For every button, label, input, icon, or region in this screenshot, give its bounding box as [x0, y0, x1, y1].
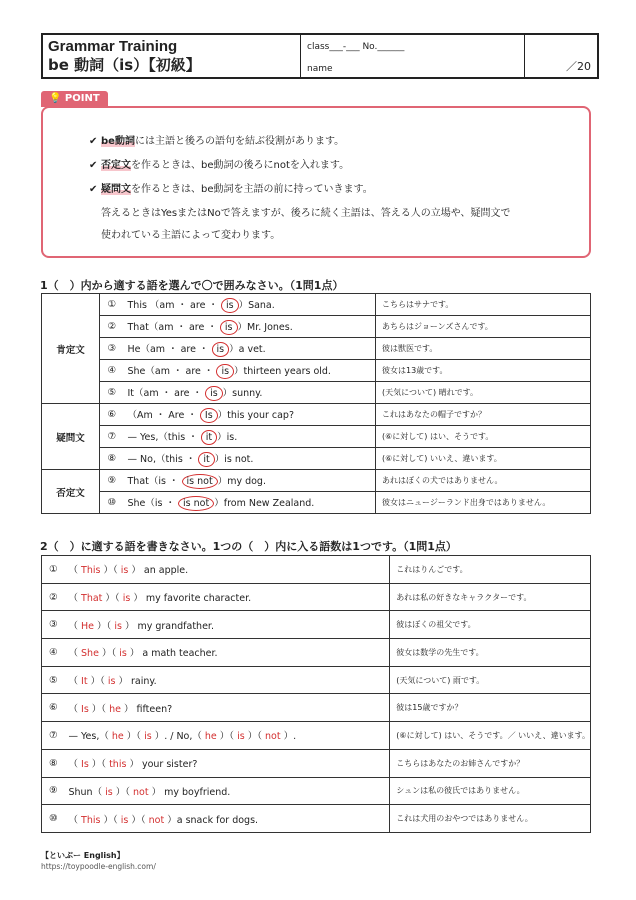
question-text: （ Is ）（ this ） your sister?	[64, 749, 389, 777]
japanese-translation: 彼女は数学の先生です。	[390, 639, 591, 667]
written-answer: This	[78, 565, 104, 577]
table-row	[42, 611, 591, 639]
table-row	[42, 426, 591, 448]
circled-answer: it	[198, 452, 214, 467]
question-suffix: ）from New Zealand.	[214, 497, 315, 509]
question-text: （ Is ）（ he ） fifteen?	[64, 694, 389, 722]
table-row	[42, 722, 591, 750]
question-prefix: （Am ・ Are ・	[127, 409, 197, 421]
category-label: 疑問文	[42, 404, 100, 470]
footer	[41, 850, 156, 872]
written-answer: This	[78, 814, 104, 826]
circled-answer: is	[220, 320, 238, 335]
question-suffix: ）is.	[217, 431, 238, 443]
point-keyword: be動詞	[101, 136, 135, 147]
question-number: ④	[100, 360, 124, 382]
question-number: ⑥	[42, 694, 65, 722]
point-keyword: 疑問文	[101, 184, 131, 195]
question-prefix: — No,（this ・	[127, 453, 196, 465]
written-answer: It	[78, 676, 91, 688]
written-answer: he	[108, 731, 127, 743]
japanese-translation: 彼女はニュージーランド出身ではありません。	[376, 492, 591, 514]
question-suffix: ）is not.	[214, 453, 254, 465]
circled-answer: is	[205, 386, 223, 401]
title-box	[43, 35, 301, 77]
japanese-translation: (⑥に対して) はい、そうです。	[376, 426, 591, 448]
question-number: ⑩	[100, 492, 124, 514]
written-answer: is	[104, 676, 119, 688]
score-box	[525, 35, 597, 77]
written-answer: is	[234, 731, 248, 743]
question-text	[124, 492, 376, 514]
point-text: には主語と後ろの語句を結ぶ役割があります。	[134, 136, 345, 147]
table-row	[42, 666, 591, 694]
question-prefix: — Yes,（this ・	[127, 431, 198, 443]
question-number: ⑥	[100, 404, 124, 426]
written-answer: is	[141, 731, 155, 743]
question-suffix: ）sunny.	[222, 387, 263, 399]
question-suffix: ）Mr. Jones.	[237, 321, 293, 333]
question-prefix: She（is ・	[127, 497, 176, 509]
japanese-translation: これはあなたの帽子ですか？	[376, 404, 591, 426]
question-text	[124, 448, 376, 470]
check-icon: ✔	[89, 184, 98, 195]
written-answer: is	[117, 565, 132, 577]
japanese-translation: (天気について) 雨です。	[390, 666, 591, 694]
point-line-2	[89, 156, 349, 171]
question-number: ④	[42, 639, 65, 667]
table-row	[42, 448, 591, 470]
japanese-translation: こちらはあなたのお姉さんですか？	[390, 749, 591, 777]
question-number: ①	[42, 556, 65, 584]
table-row	[42, 338, 591, 360]
point-line-3	[89, 180, 373, 195]
point-line-1	[89, 132, 344, 147]
japanese-translation: あちらはジョーンズさんです。	[376, 316, 591, 338]
question-text	[124, 404, 376, 426]
question-text	[124, 382, 376, 404]
question-number: ③	[100, 338, 124, 360]
japanese-translation: 彼女は13歳です。	[376, 360, 591, 382]
question-number: ⑦	[100, 426, 124, 448]
japanese-translation: あれはぼくの犬ではありません。	[376, 470, 591, 492]
section1-title: 1（ ）内から適する語を選んで〇で囲みなさい。（1問1点）	[40, 279, 344, 292]
table-row	[42, 316, 591, 338]
japanese-translation: あれは私の好きなキャラクターです。	[390, 583, 591, 611]
question-number: ①	[100, 294, 124, 316]
point-box	[41, 106, 591, 258]
circled-answer: it	[201, 430, 217, 445]
table-row	[42, 694, 591, 722]
question-text: （ This ）（ is ）（ not ）a snack for dogs.	[64, 805, 389, 833]
written-answer: is	[102, 786, 116, 798]
japanese-translation: こちらはサナです。	[376, 294, 591, 316]
score-total: ／20	[566, 60, 591, 73]
japanese-translation: (天気について) 晴れです。	[376, 382, 591, 404]
written-answer: is	[117, 814, 132, 826]
question-number: ⑩	[42, 805, 65, 833]
point-tab: 💡 POINT	[41, 91, 108, 107]
written-answer: is	[116, 648, 130, 660]
written-answer: is	[111, 620, 125, 632]
written-answer: this	[106, 759, 130, 771]
written-answer: He	[78, 620, 98, 632]
question-text: — Yes,（ he ）（ is ）. / No,（ he ）（ is ）（ not ）.	[64, 722, 389, 750]
check-icon: ✔	[89, 160, 98, 171]
table-row	[42, 639, 591, 667]
question-text: （ It ）（ is ） rainy.	[64, 666, 389, 694]
point-note-1: 答えるときはYesまたはNoで答えますが、後ろに続く主語は、答える人の立場や、疑問文で	[101, 208, 511, 219]
question-text	[124, 470, 376, 492]
japanese-translation: シュンは私の彼氏ではありません。	[390, 777, 591, 805]
circled-answer: Is	[200, 408, 218, 423]
title-line1: Grammar Training	[48, 38, 178, 55]
written-answer: he	[201, 731, 220, 743]
table-row	[42, 805, 591, 833]
question-text: （ She ）（ is ） a math teacher.	[64, 639, 389, 667]
class-name-box	[301, 35, 525, 77]
written-answer: Is	[78, 703, 92, 715]
table-row	[42, 556, 591, 584]
written-answer: That	[78, 593, 106, 605]
question-text: （ That ）（ is ） my favorite character.	[64, 583, 389, 611]
question-number: ⑧	[42, 749, 65, 777]
question-prefix: That（am ・ are ・	[127, 321, 217, 333]
question-text: Shun（ is ）（ not ） my boyfriend.	[64, 777, 389, 805]
question-prefix: This （am ・ are ・	[127, 299, 218, 311]
question-suffix: ）my dog.	[217, 475, 266, 487]
question-text	[124, 294, 376, 316]
table-row	[42, 470, 591, 492]
section2-table	[41, 555, 591, 833]
title-line2: be 動詞（is）【初級】	[48, 56, 201, 74]
japanese-translation: 彼は15歳ですか？	[390, 694, 591, 722]
question-text	[124, 360, 376, 382]
worksheet-header	[41, 33, 599, 79]
table-row	[42, 360, 591, 382]
question-text	[124, 426, 376, 448]
question-suffix: ）a vet.	[229, 343, 266, 355]
table-row	[42, 294, 591, 316]
question-text: （ He ）（ is ） my grandfather.	[64, 611, 389, 639]
question-number: ⑨	[42, 777, 65, 805]
question-number: ③	[42, 611, 65, 639]
question-number: ②	[42, 583, 65, 611]
circled-answer: is	[216, 364, 234, 379]
written-answer: not	[145, 814, 168, 826]
check-icon: ✔	[89, 136, 98, 147]
question-number: ⑦	[42, 722, 65, 750]
question-prefix: He（am ・ are ・	[127, 343, 209, 355]
footer-url: https://toypoodle-english.com/	[41, 862, 156, 871]
question-number: ⑧	[100, 448, 124, 470]
table-row	[42, 583, 591, 611]
table-row	[42, 404, 591, 426]
section1-table	[41, 293, 591, 514]
question-number: ②	[100, 316, 124, 338]
point-note-2: 使われている主語によって変わります。	[101, 230, 281, 241]
japanese-translation: (⑥に対して) はい、そうです。／ いいえ、違います。	[390, 722, 591, 750]
circled-answer: is not	[178, 496, 214, 511]
japanese-translation: これは犬用のおやつではありません。	[390, 805, 591, 833]
written-answer: he	[106, 703, 124, 715]
table-row	[42, 382, 591, 404]
question-number: ⑤	[100, 382, 124, 404]
table-row	[42, 492, 591, 514]
question-text	[124, 338, 376, 360]
question-suffix: ）this your cap?	[217, 409, 295, 421]
table-row	[42, 777, 591, 805]
japanese-translation: 彼はぼくの祖父です。	[390, 611, 591, 639]
question-text: （ This ）（ is ） an apple.	[64, 556, 389, 584]
category-label: 否定文	[42, 470, 100, 514]
point-text: を作るときは、be動詞を主語の前に持っていきます。	[131, 184, 373, 195]
question-prefix: That（is ・	[127, 475, 179, 487]
category-label: 肯定文	[42, 294, 100, 404]
question-prefix: It（am ・ are ・	[127, 387, 203, 399]
question-suffix: ）thirteen years old.	[234, 365, 331, 377]
circled-answer: is not	[182, 474, 218, 489]
class-label: class___-___ No.______	[307, 42, 405, 52]
question-suffix: ）Sana.	[238, 299, 275, 311]
circled-answer: is	[221, 298, 239, 313]
point-keyword: 否定文	[101, 160, 131, 171]
question-prefix: She（am ・ are ・	[127, 365, 214, 377]
table-row	[42, 749, 591, 777]
japanese-translation: 彼は獣医です。	[376, 338, 591, 360]
written-answer: is	[119, 593, 134, 605]
written-answer: not	[261, 731, 284, 743]
written-answer: not	[129, 786, 152, 798]
japanese-translation: これはりんごです。	[390, 556, 591, 584]
written-answer: She	[78, 648, 102, 660]
name-label: name	[307, 64, 333, 74]
question-number: ⑤	[42, 666, 65, 694]
written-answer: Is	[78, 759, 92, 771]
question-text	[124, 316, 376, 338]
point-text: を作るときは、be動詞の後ろにnotを入れます。	[131, 160, 350, 171]
question-number: ⑨	[100, 470, 124, 492]
japanese-translation: (⑥に対して) いいえ、違います。	[376, 448, 591, 470]
section2-title: 2（ ）に適する語を書きなさい。1つの（ ）内に入る語数は1つです。（1問1点）	[40, 540, 457, 553]
circled-answer: is	[212, 342, 230, 357]
footer-brand: 【といぷー English】	[41, 851, 125, 860]
